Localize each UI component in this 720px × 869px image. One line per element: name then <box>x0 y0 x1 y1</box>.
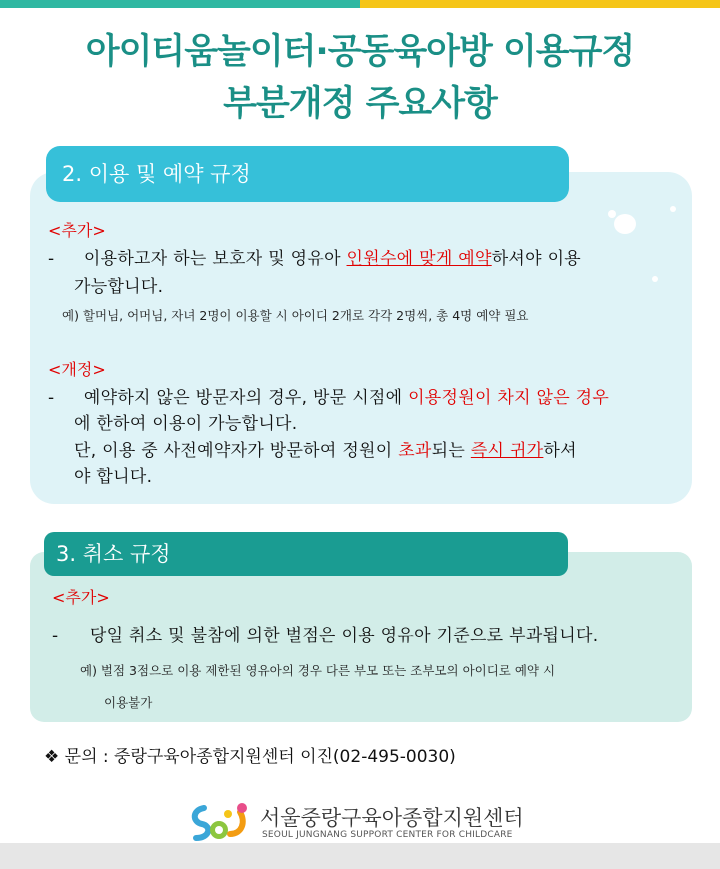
add-item-text: 이용하고자 하는 보호자 및 영유아 <box>83 249 347 269</box>
add-item-line-1 <box>48 244 581 269</box>
add-item-line-2: 가능합니다. <box>74 277 164 297</box>
top-color-bar <box>0 0 720 8</box>
bullet: - <box>52 626 59 646</box>
bullet: - <box>48 388 55 408</box>
add-item-text-end: 하셔야 이용 <box>491 249 582 269</box>
section-2-heading: 2. 이용 및 예약 규정 <box>46 146 569 202</box>
logo-name-korean: 서울중랑구육아종합지원센터 <box>260 806 524 830</box>
bottom-bar <box>0 843 720 869</box>
diamond-icon: ❖ <box>44 747 60 767</box>
decor-dot <box>608 210 616 218</box>
cancel-note-line-2: 이용불가 <box>104 695 153 710</box>
highlight-text: 이용정원이 차지 않은 경우 <box>408 388 610 408</box>
bullet: - <box>48 249 55 269</box>
revise-item-line-2: 에 한하여 이용이 가능합니다. <box>74 414 298 434</box>
revise-item-line-3 <box>74 436 577 461</box>
decor-dot <box>652 276 658 282</box>
revise-line3-mid: 되는 <box>431 441 471 461</box>
revise-tag: <개정> <box>48 360 106 379</box>
revise-line3-text: 단, 이용 중 사전예약자가 방문하여 정원이 <box>74 441 399 461</box>
revise-item-line-1 <box>48 383 609 408</box>
highlight-text: 즉시 귀가 <box>470 441 544 461</box>
cancel-note-line-1: 예) 벌점 3점으로 이용 제한된 영유아의 경우 다른 부모 또는 조부모의 아이디로 예약 시 <box>80 663 556 678</box>
logo-name-english: SEOUL JUNGNANG SUPPORT CENTER FOR CHILDCARE <box>262 830 513 840</box>
contact-info <box>44 742 456 767</box>
revise-line3-end: 하셔 <box>543 441 577 461</box>
decor-dot <box>670 206 676 212</box>
logo-mark-icon <box>188 800 252 844</box>
section-3-heading: 3. 취소 규정 <box>44 532 568 576</box>
contact-text: 문의 : 중랑구육아종합지원센터 이진(02-495-0030) <box>64 747 456 767</box>
title-line-2: 부분개정 주요사항 <box>223 84 497 124</box>
add-tag: <추가> <box>48 221 106 240</box>
highlight-text: 초과 <box>398 441 432 461</box>
top-bar-green <box>0 0 360 8</box>
center-logo <box>188 800 548 846</box>
cancel-item <box>52 621 598 646</box>
cancel-add-tag: <추가> <box>52 588 110 607</box>
highlight-text: 인원수에 맞게 예약 <box>346 249 492 269</box>
title-line-1: 아이티움놀이터·공동육아방 이용규정 <box>85 32 635 72</box>
revise-item-line-4: 야 합니다. <box>74 467 153 487</box>
page-title <box>0 26 720 130</box>
decor-bubble <box>614 214 636 234</box>
revise-item-text: 예약하지 않은 방문자의 경우, 방문 시점에 <box>83 388 409 408</box>
top-bar-yellow <box>360 0 720 8</box>
add-note: 예) 할머님, 어머님, 자녀 2명이 이용할 시 아이디 2개로 각각 2명씩, 총 4명 예약 필요 <box>62 308 529 323</box>
cancel-item-text: 당일 취소 및 불참에 의한 벌점은 이용 영유아 기준으로 부과됩니다. <box>89 626 599 646</box>
